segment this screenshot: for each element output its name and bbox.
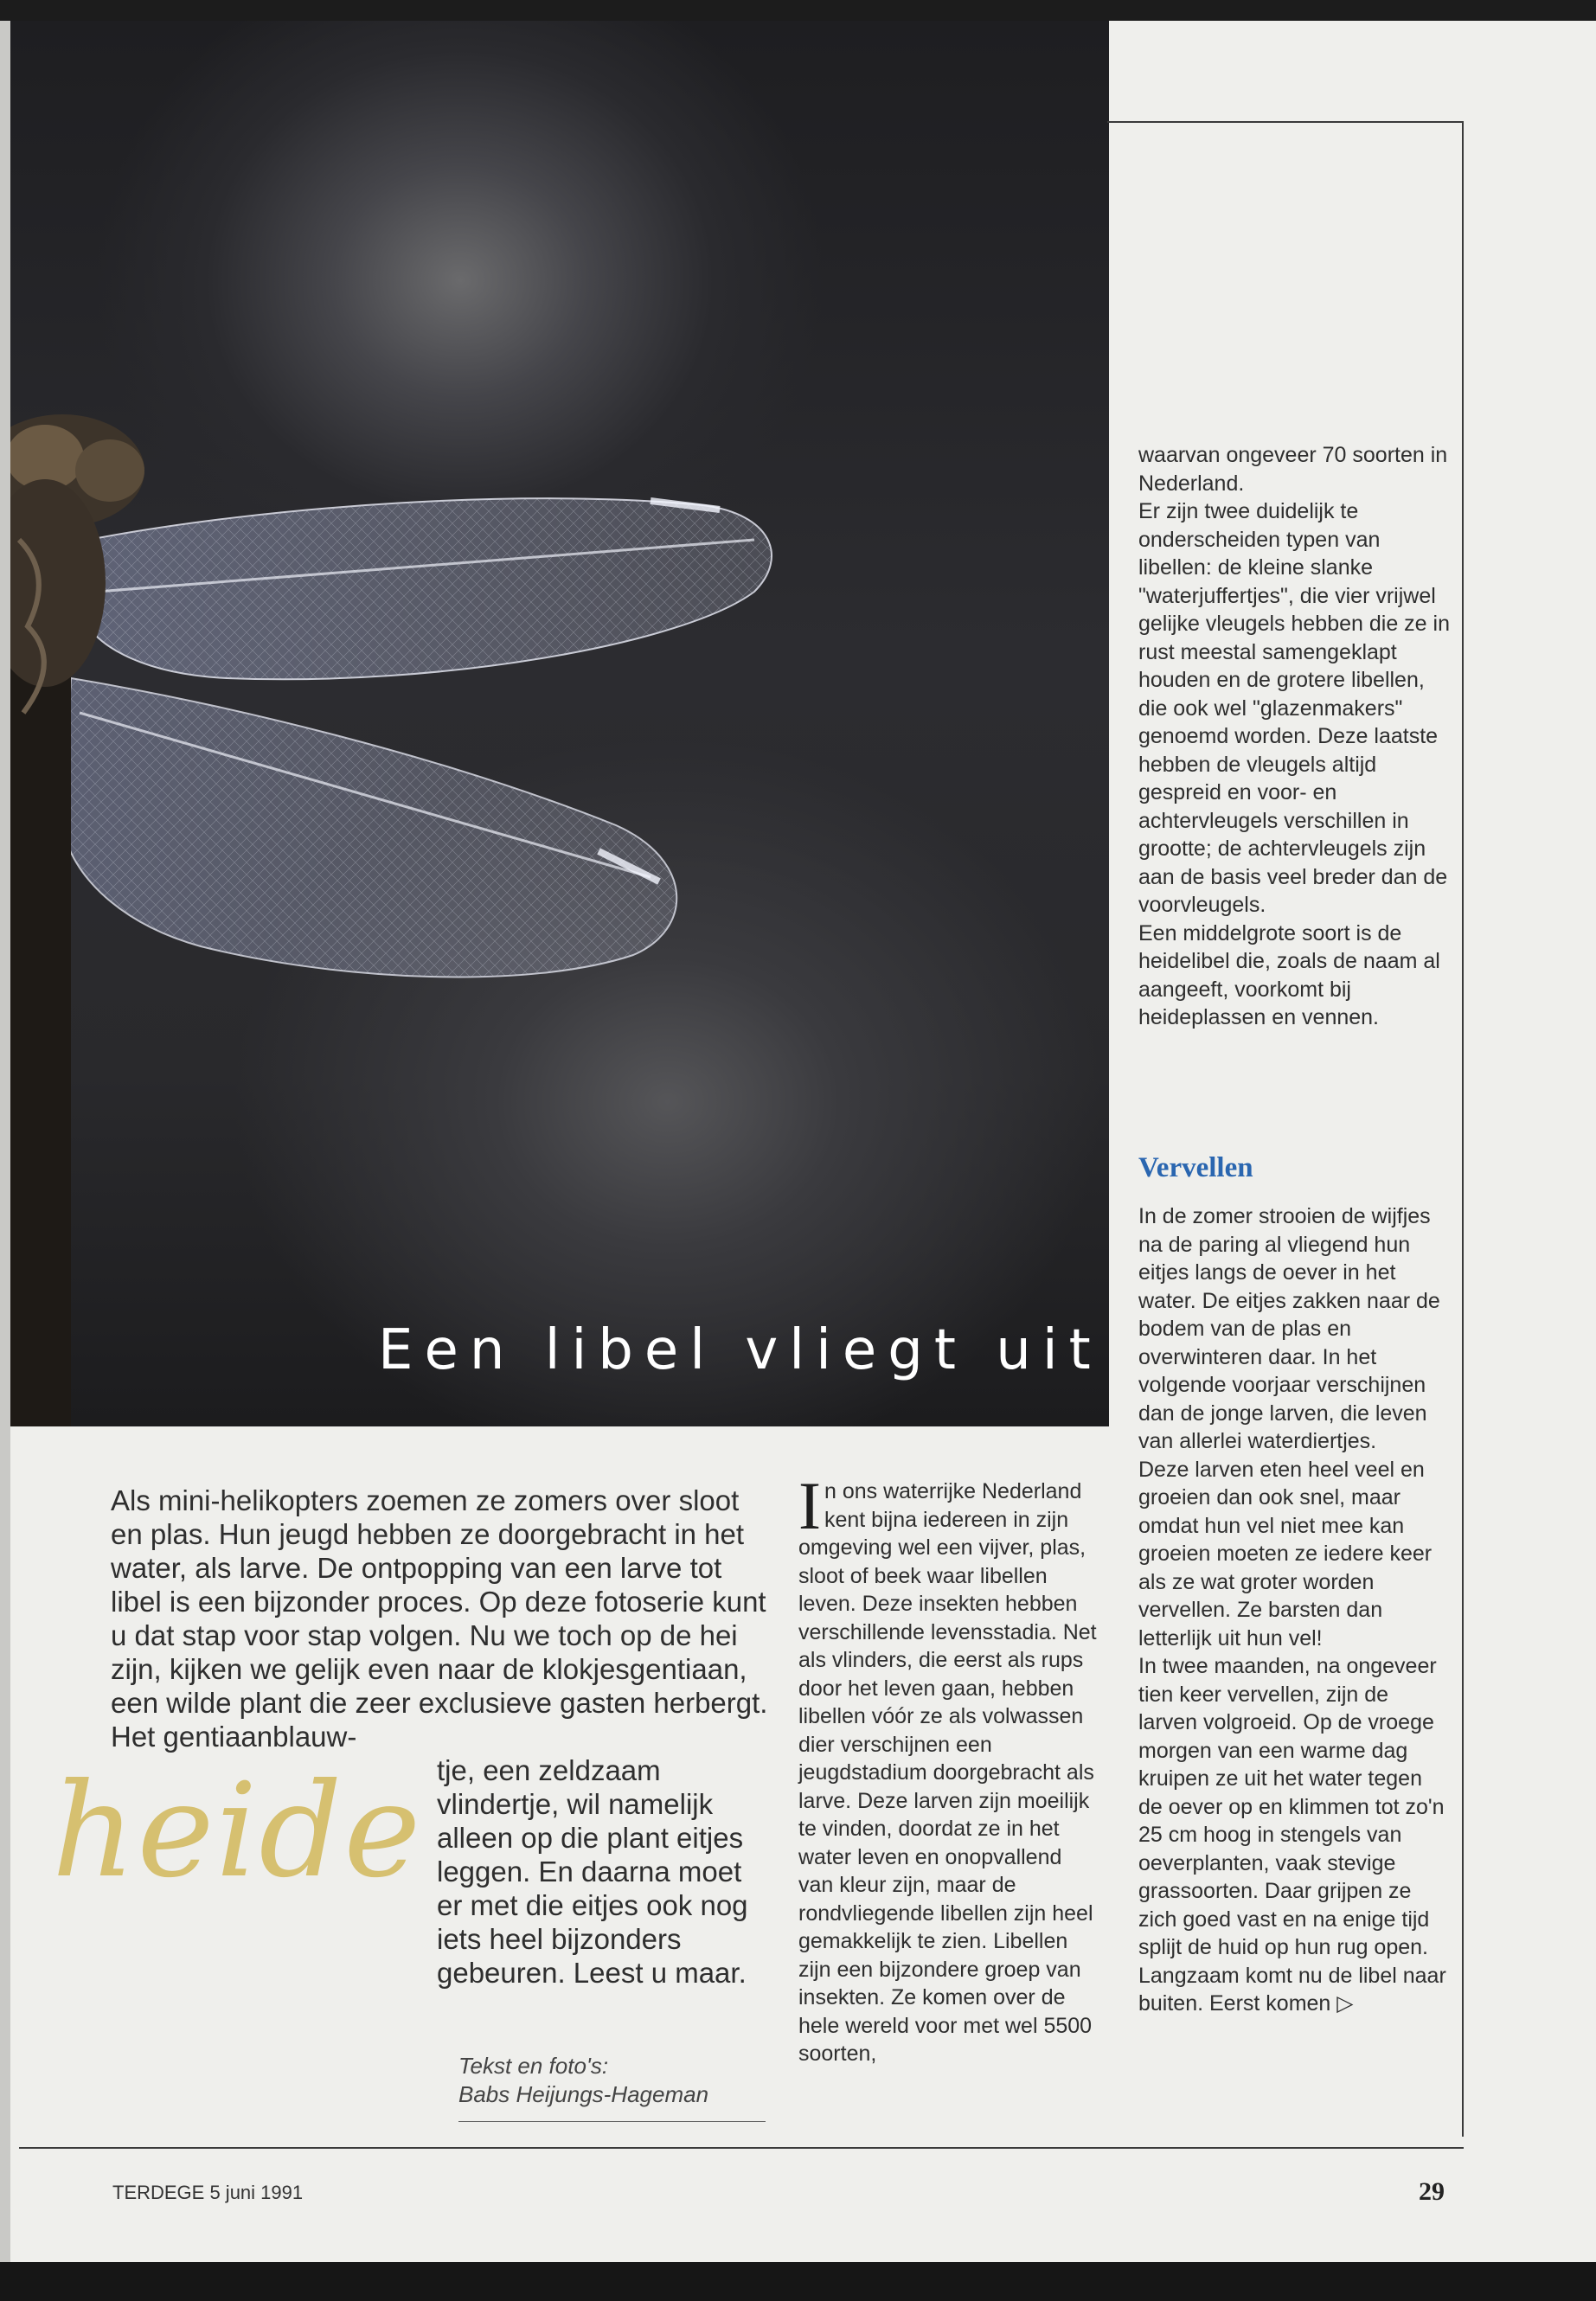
credit-label: Tekst en foto's: (458, 2053, 609, 2079)
credit-rule (458, 2121, 766, 2122)
page-number: 29 (1419, 2177, 1445, 2206)
dragonfly-illustration (10, 21, 1109, 1426)
scan-bottom-edge (0, 2262, 1596, 2301)
body-column-3-bottom (1138, 1202, 1452, 2018)
dragonfly-photo (10, 21, 1109, 1426)
intro-lead: Als mini-helikopters zoemen ze zomers over sloot en plas. Hun jeugd hebben ze doorgebracht in het water, als larve. De ontpopping van een larve tot libel is een bijzonder proces. Op deze fotoserie kunt u dat stap voor stap volgen. Nu we toch op de hei zijn, kijken we gelijk even naar de klokjesgentiaan, een wilde plant die zeer exclusieve gasten herbergt. Het gentiaanblauw- (111, 1484, 768, 1753)
subheading-vervellen: Vervellen (1138, 1152, 1253, 1183)
scan-left-edge (0, 21, 10, 2262)
body-column-2 (798, 1468, 1097, 2068)
body-paragraph: Deze larven eten heel veel en groeien dan ook snel, maar omdat hun vel niet mee kan groeien moeten ze iedere keer als ze wat groter worden vervellen. Ze barsten dan letterlijk uit hun vel! (1138, 1457, 1433, 1650)
frame-line-right (1462, 121, 1464, 2137)
body-column-3-top (1138, 441, 1452, 1032)
footer-publication: TERDEGE 5 juni 1991 (112, 2182, 304, 2203)
frame-line-top (1107, 121, 1464, 123)
intro-rest: tje, een zeldzaam vlindertje, wil namelijk alleen op die plant eitjes leggen. En daarna moet er met die eitjes ook nog iets heel bijzonders gebeuren. Leest u maar. (437, 1754, 748, 1989)
credit-author: Babs Heijungs-Hageman (458, 2081, 709, 2107)
photo-credit (458, 2052, 708, 2109)
headline: Een libel vliegt uit (378, 1318, 1102, 1382)
body-paragraph: In de zomer strooien de wijfjes na de paring al vliegend hun eitjes langs de oever in het water. De eitjes zakken naar de bodem van de plas en overwinteren daar. In het volgende voorjaar verschijnen dan de jonge larven, die leven van allerlei waterdiertjes. (1138, 1204, 1440, 1453)
body-paragraph: Een middelgrote soort is de heidelibel die, zoals de naam al aangeeft, voorkomt bij heideplassen en vennen. (1138, 920, 1440, 1029)
body-paragraph: Er zijn twee duidelijk te onderscheiden typen van libellen: de kleine slanke "waterjuffertjes", die vier vrijwel gelijke vleugels hebben die ze in rust meestal samengeklapt houden en de grotere libellen, die ook wel "glazenmakers" genoemd worden. Deze laatste hebben de vleugels altijd gespreid en voor- en achtervleugels verschillen in grootte; de achtervleugels zijn aan de basis veel breder dan de voorvleugels. (1138, 499, 1450, 917)
body-paragraph: n ons waterrijke Nederland kent bijna iedereen in zijn omgeving wel een vijver, plas, sloot of beek waar libellen leven. Deze insekten hebben verschillende levensstadia. Net als vlinders, die eerst als rups door het leven gaan, hebben libellen vóór ze als volwassen dier verschijnen een jeugdstadium doorgebracht als larve. Deze larven zijn moeilijk te vinden, doordat ze in het water leven en onopvallend van kleur zijn, maar de rondvliegende libellen zijn heel gemakkelijk te zien. Libellen zijn een bijzondere groep van insekten. Ze komen over de hele wereld voor met wel 5500 soorten, (798, 1479, 1097, 2066)
section-word-heide: heide (52, 1756, 423, 1907)
footer-rule (19, 2147, 1464, 2149)
body-paragraph: Langzaam komt nu de libel naar buiten. Eerst komen ▷ (1138, 1963, 1446, 2016)
body-paragraph: waarvan ongeveer 70 soorten in Nederland. (1138, 443, 1448, 496)
body-paragraph: In twee maanden, na ongeveer tien keer vervellen, zijn de larven volgroeid. Op de vroege morgen van een warme dag kruipen ze uit het water tegen de oever op en klimmen tot zo'n 25 cm hoog in stengels van oeverplanten, vaak stevige grassoorten. Daar grijpen ze zich goed vast en na enige tijd splijt de huid op hun rug open. (1138, 1654, 1445, 1959)
drop-cap: I (798, 1468, 821, 1543)
scan-top-edge (0, 0, 1596, 21)
